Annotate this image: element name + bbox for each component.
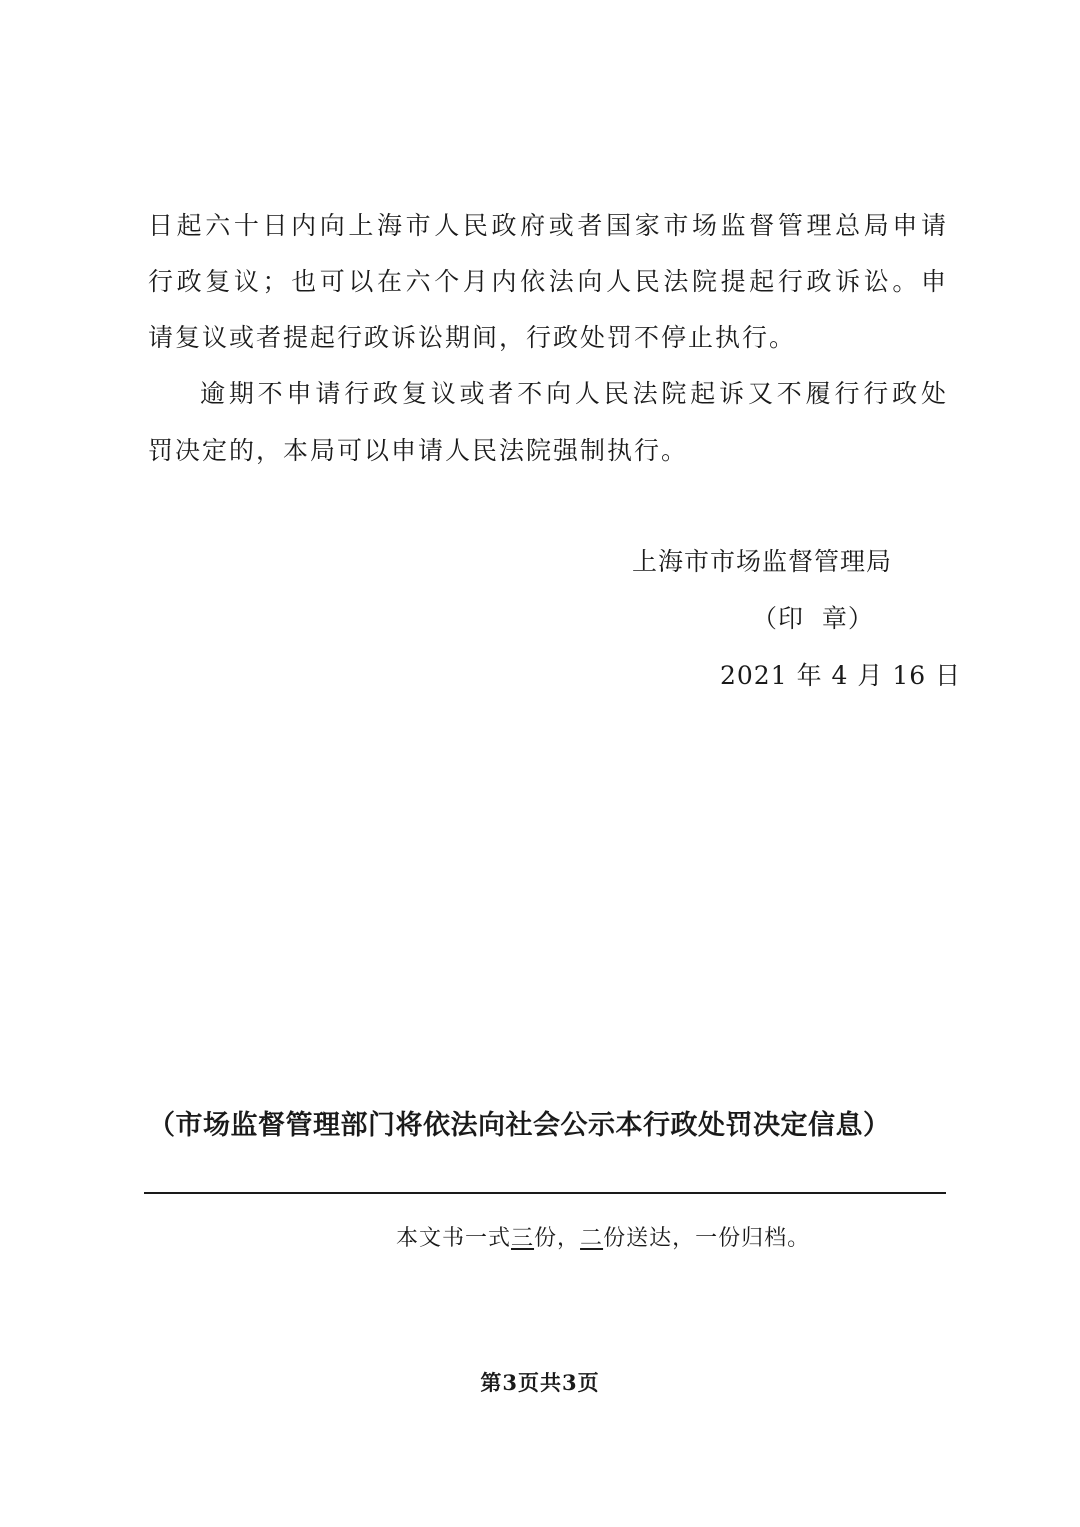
copies-prefix: 本文书一式 xyxy=(396,1226,512,1251)
signature-seal: （印 章） xyxy=(752,604,874,633)
copies-middle-1: 份， xyxy=(534,1226,581,1251)
signature-authority: 上海市市场监督管理局 xyxy=(632,547,893,576)
public-disclosure-notice: （市场监督管理部门将依法向社会公示本行政处罚决定信息） xyxy=(148,1110,891,1141)
body-paragraph-1-line-1: 日起六十日内向上海市人民政府或者国家市场监督管理总局申请 xyxy=(148,211,948,240)
page-number: 第3页共3页 xyxy=(480,1370,600,1395)
copies-note xyxy=(396,1224,810,1254)
body-paragraph-2-line-2: 罚决定的，本局可以申请人民法院强制执行。 xyxy=(148,436,689,465)
divider-line xyxy=(144,1192,946,1194)
copies-total: 三 xyxy=(511,1226,535,1251)
copies-middle-2: 份送达，一份归档。 xyxy=(603,1226,811,1251)
body-paragraph-1-line-2: 行政复议；也可以在六个月内依法向人民法院提起行政诉讼。申 xyxy=(148,267,948,296)
copies-served: 二 xyxy=(580,1226,604,1251)
body-paragraph-1-line-3: 请复议或者提起行政诉讼期间，行政处罚不停止执行。 xyxy=(148,323,797,352)
signature-date: 2021 年 4 月 16 日 xyxy=(720,661,962,690)
body-paragraph-2-line-1: 逾期不申请行政复议或者不向人民法院起诉又不履行行政处 xyxy=(200,379,948,408)
